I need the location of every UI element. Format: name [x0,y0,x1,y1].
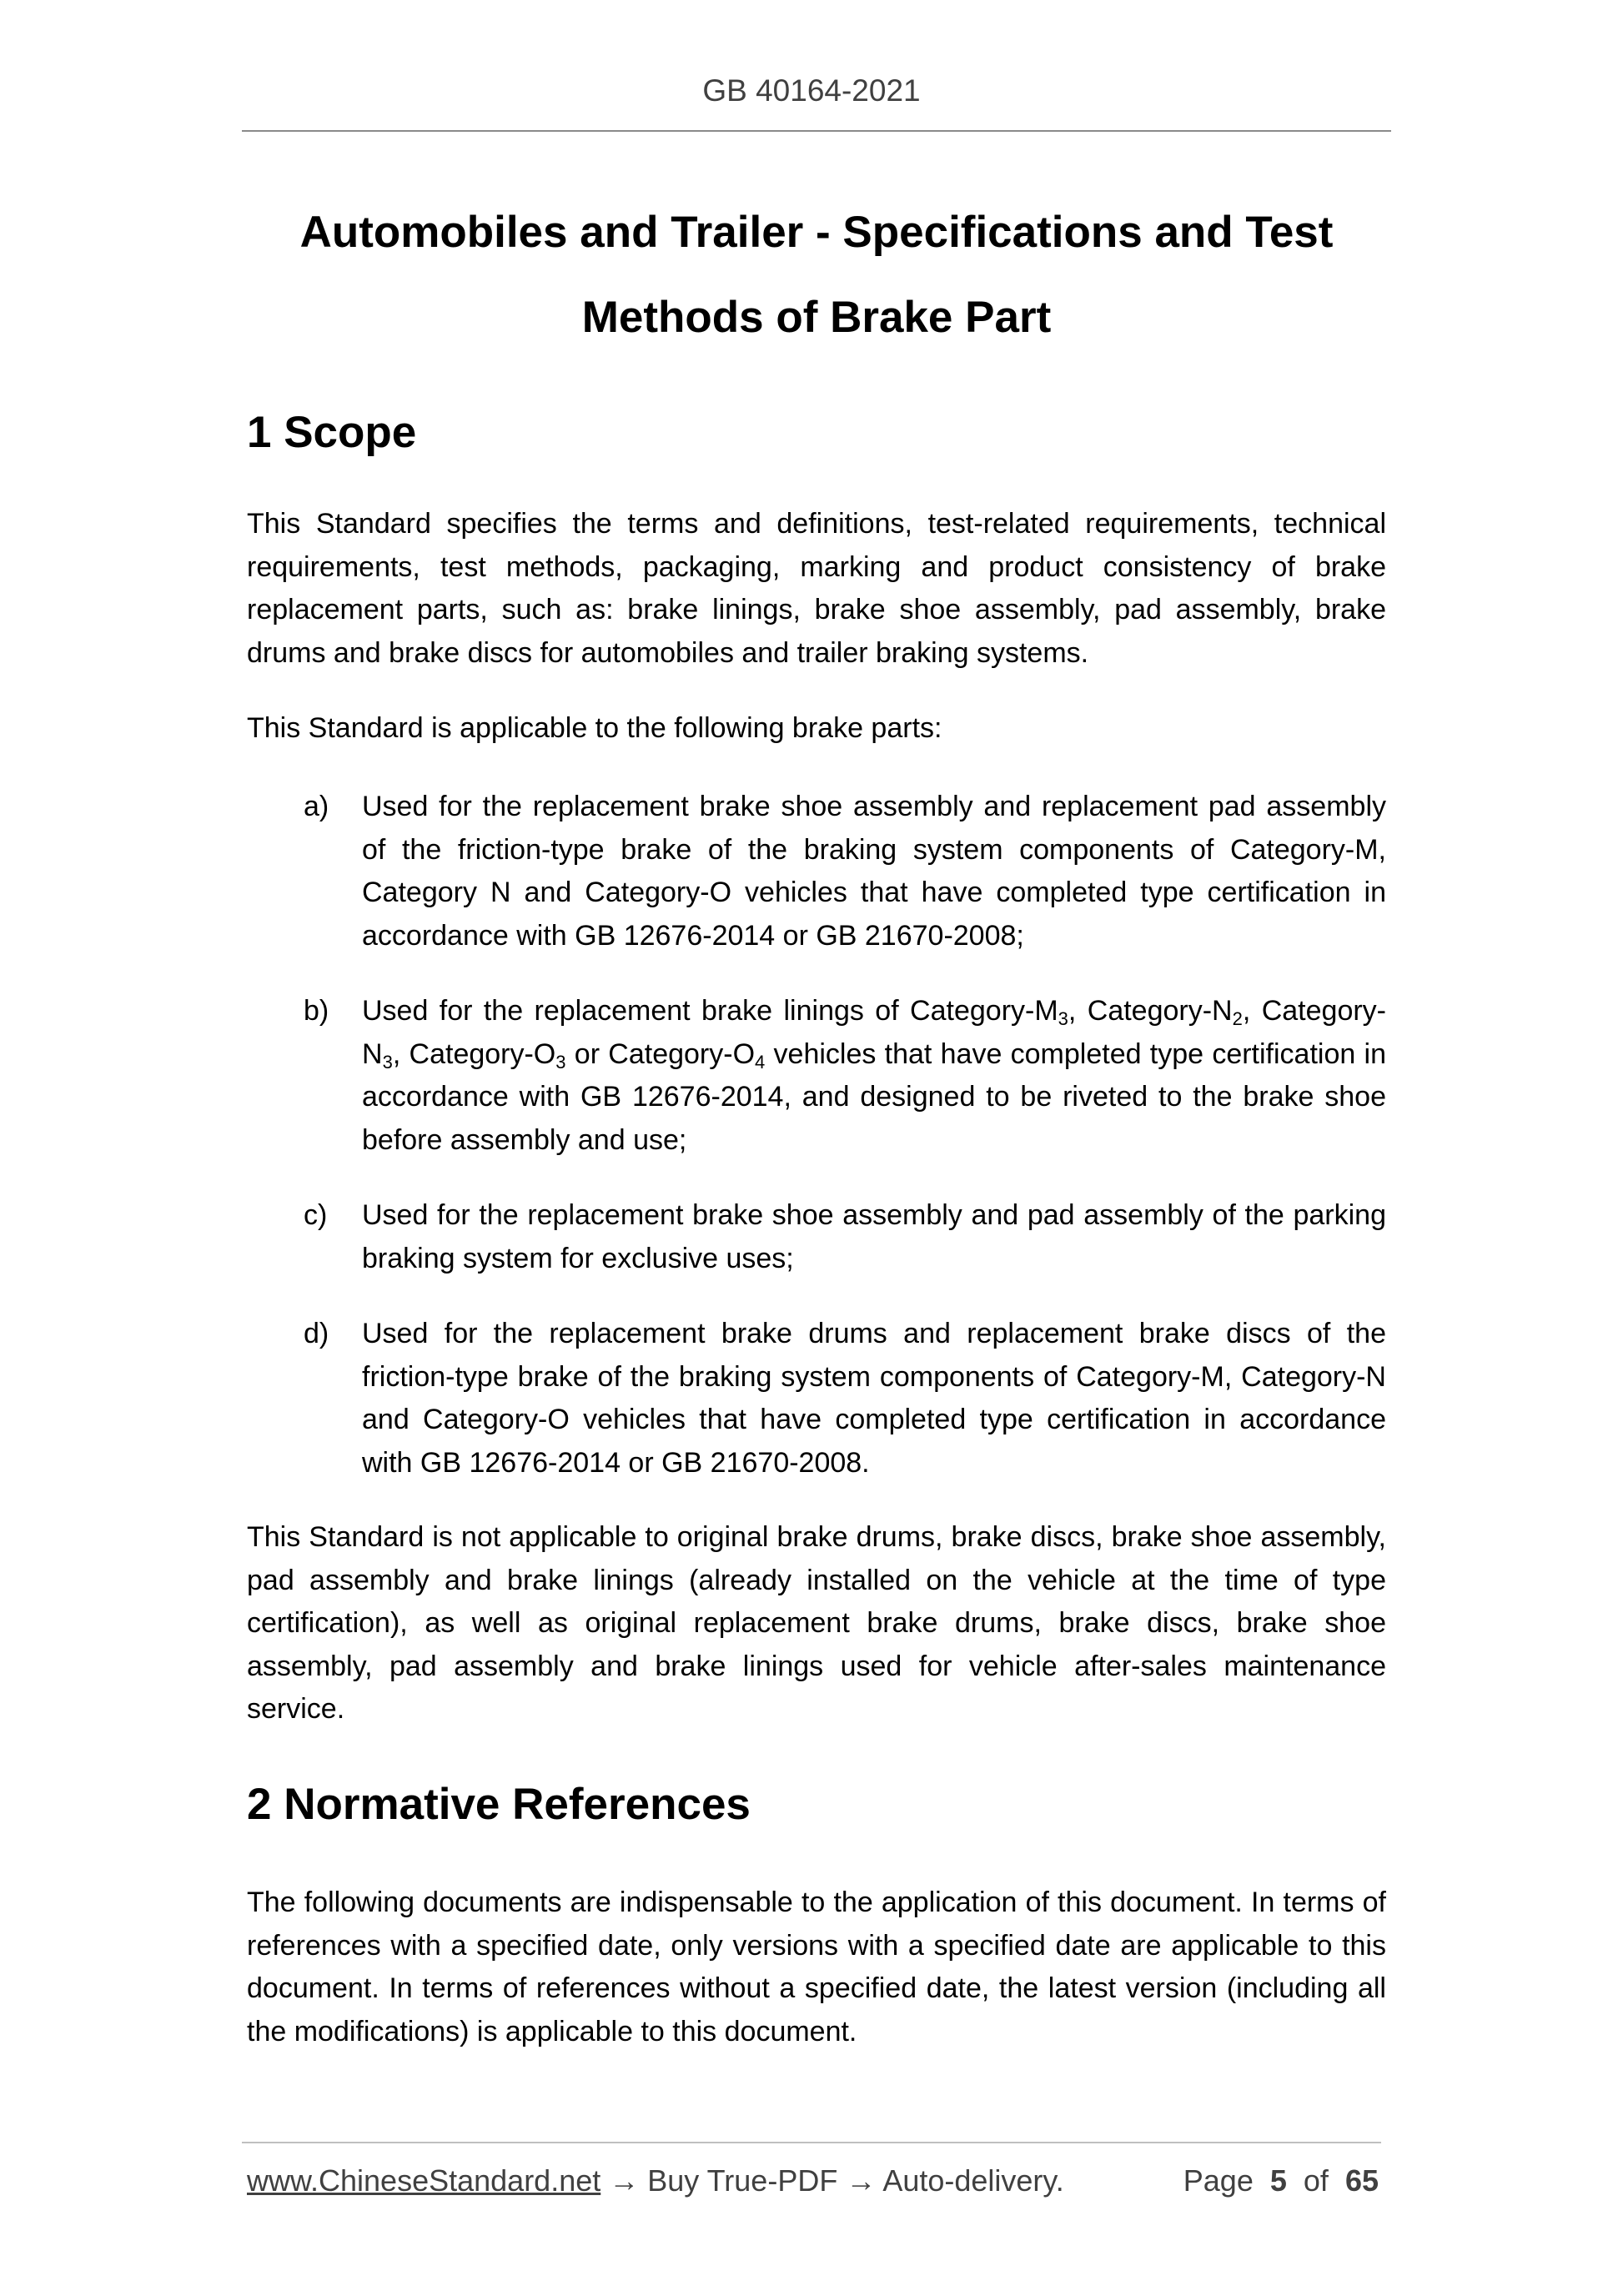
list-text-c: Used for the replacement brake shoe assembly and pad assembly of the parking braking system for exclusive uses; [362,1199,1386,1274]
scope-paragraph-3: This Standard is not applicable to original brake drums, brake discs, brake shoe assembly, pad assembly and brake linings (already installed on the vehicle at the time of type certification), as well as original replacement brake drums, brake discs, brake shoe assembly, pad assembly and brake linings used for vehicle after-sales maintenance service. [247,1521,1386,1725]
references-paragraph-1: The following documents are indispensable to the application of this document. In terms of references with a specified date, only versions with a specified date are applicable to this document. In terms of references without a specified date, the latest version (including all the modifications) is applicable to this document. [247,1887,1386,2047]
footer-divider [242,2142,1381,2143]
subscript: 3 [555,1051,566,1073]
list-marker-c: c) [304,1199,328,1231]
list-item-d [247,1313,1386,1485]
list-item-c [247,1194,1386,1280]
website-link[interactable]: www.ChineseStandard.net [247,2163,601,2198]
list-marker-a: a) [304,791,329,822]
subscript: 3 [382,1051,393,1073]
page-number: 5 [1269,2163,1287,2198]
list-item-b [247,990,1386,1162]
footer-promo [247,2163,1064,2198]
text-segment: , Category-N [1068,995,1233,1027]
scope-paragraph-1: This Standard specifies the terms and definitions, test-related requirements, technical requirements, test methods, packaging, marking and product consistency of brake replacement parts, such as: brake linings, brake shoe assembly, pad assembly, brake drums and brake discs for automobiles and trailer braking systems. [247,508,1386,669]
list-text-a: Used for the replacement brake shoe assembly and replacement pad assembly of the friction-type brake of the braking system components of Category-M, Category N and Category-O vehicles that have completed type certification in accordance with GB 12676-2014 or GB 21670-2008; [362,791,1386,952]
section-1-heading: 1 Scope [247,408,417,457]
title-line-1: Automobiles and Trailer - Specifications and Test [299,208,1334,257]
of-label: of [1303,2163,1329,2198]
subscript: 2 [1232,1008,1243,1029]
text-segment: vehicles that have completed type certification in accordance with GB 12676-2014, and designed to be riveted to the brake shoe before assembly and use; [362,1037,1387,1156]
header-divider [242,130,1391,132]
text-segment: Used for the replacement brake linings of Category-M [362,995,1058,1027]
footer-tagline: → Buy True-PDF → Auto-delivery. [600,2163,1064,2198]
section-2-heading: 2 Normative References [247,1780,751,1829]
subscript: 3 [1058,1008,1068,1029]
list-item-a [247,786,1386,957]
list-text-d: Used for the replacement brake drums and replacement brake discs of the friction-type brake of the braking system components of Category-M, Category-N and Category-O vehicles that have completed type certification in accordance with GB 12676-2014 or GB 21670-2008. [362,1318,1386,1479]
text-segment: , Category-N [362,995,1386,1070]
list-marker-d: d) [304,1318,329,1349]
page-label: Page [1183,2163,1254,2198]
list-text-b [362,990,1386,1162]
page-indicator [1183,2163,1379,2198]
document-title [242,190,1391,360]
title-line-2: Methods of Brake Part [581,293,1052,342]
scope-paragraph-2: This Standard is applicable to the following brake parts: [247,712,942,744]
text-segment: or Category-O [565,1037,756,1070]
list-marker-b: b) [304,995,329,1027]
header-doc-code: GB 40164-2021 [702,73,921,108]
subscript: 4 [755,1051,766,1073]
total-pages: 65 [1344,2163,1379,2198]
text-segment: , Category-O [392,1037,556,1070]
